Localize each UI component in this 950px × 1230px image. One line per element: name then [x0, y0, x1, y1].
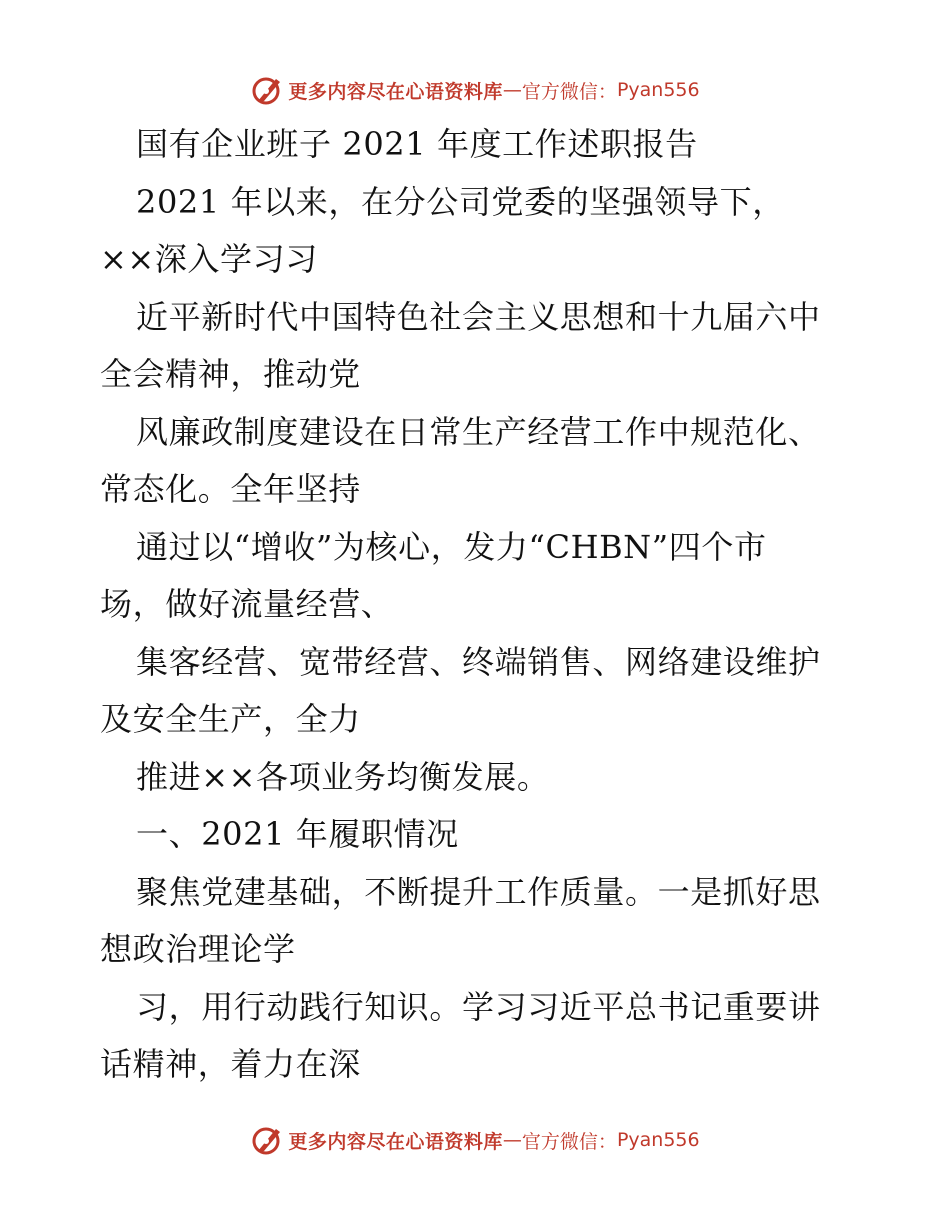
text-line: 习，用行动践行知识。学习习近平总书记重要讲 [136, 987, 821, 1026]
text-line: 常态化。全年坚持 [100, 470, 361, 508]
text-line: 通过以“增收”为核心，发力“CHBN”四个市 [136, 527, 767, 566]
text-line: 及安全生产，全力 [100, 700, 361, 738]
text-line: 场，做好流量经营、 [100, 585, 394, 623]
text-line: 推进××各项业务均衡发展。 [136, 757, 550, 796]
text-line: 想政治理论学 [100, 930, 296, 968]
banner-wechat-id: Pyan556 [616, 79, 700, 101]
text-line: 风廉政制度建设在日常生产经营工作中规范化、 [136, 412, 821, 451]
text-line: 集客经营、宽带经营、终端销售、网络建设维护 [136, 642, 821, 681]
quill-logo-icon [250, 1123, 284, 1157]
text-line: 全会精神，推动党 [100, 355, 361, 393]
footer-watermark-banner [0, 1120, 950, 1160]
header-watermark-banner [0, 70, 950, 110]
text-line: ××深入学习习 [100, 240, 318, 278]
banner-sub-text: 官方微信： [521, 80, 617, 103]
section-heading: 一、2021 年履职情况 [136, 815, 459, 853]
banner-wechat-id: Pyan556 [616, 1129, 700, 1151]
quill-logo-icon [250, 73, 284, 107]
document-body [100, 116, 860, 1094]
banner-main-text: 更多内容尽在心语资料库 [288, 80, 503, 103]
banner-separator: — [502, 1129, 522, 1151]
banner-main-text: 更多内容尽在心语资料库 [288, 1130, 503, 1153]
text-line: 话精神，着力在深 [100, 1045, 361, 1083]
text-line: 聚焦党建基础，不断提升工作质量。一是抓好思 [136, 872, 821, 911]
document-title: 国有企业班子 2021 年度工作述职报告 [136, 125, 698, 163]
banner-separator: — [502, 79, 522, 101]
text-line: 2021 年以来，在分公司党委的坚强领导下， [136, 182, 785, 221]
text-line: 近平新时代中国特色社会主义思想和十九届六中 [136, 297, 821, 336]
banner-sub-text: 官方微信： [521, 1130, 617, 1153]
